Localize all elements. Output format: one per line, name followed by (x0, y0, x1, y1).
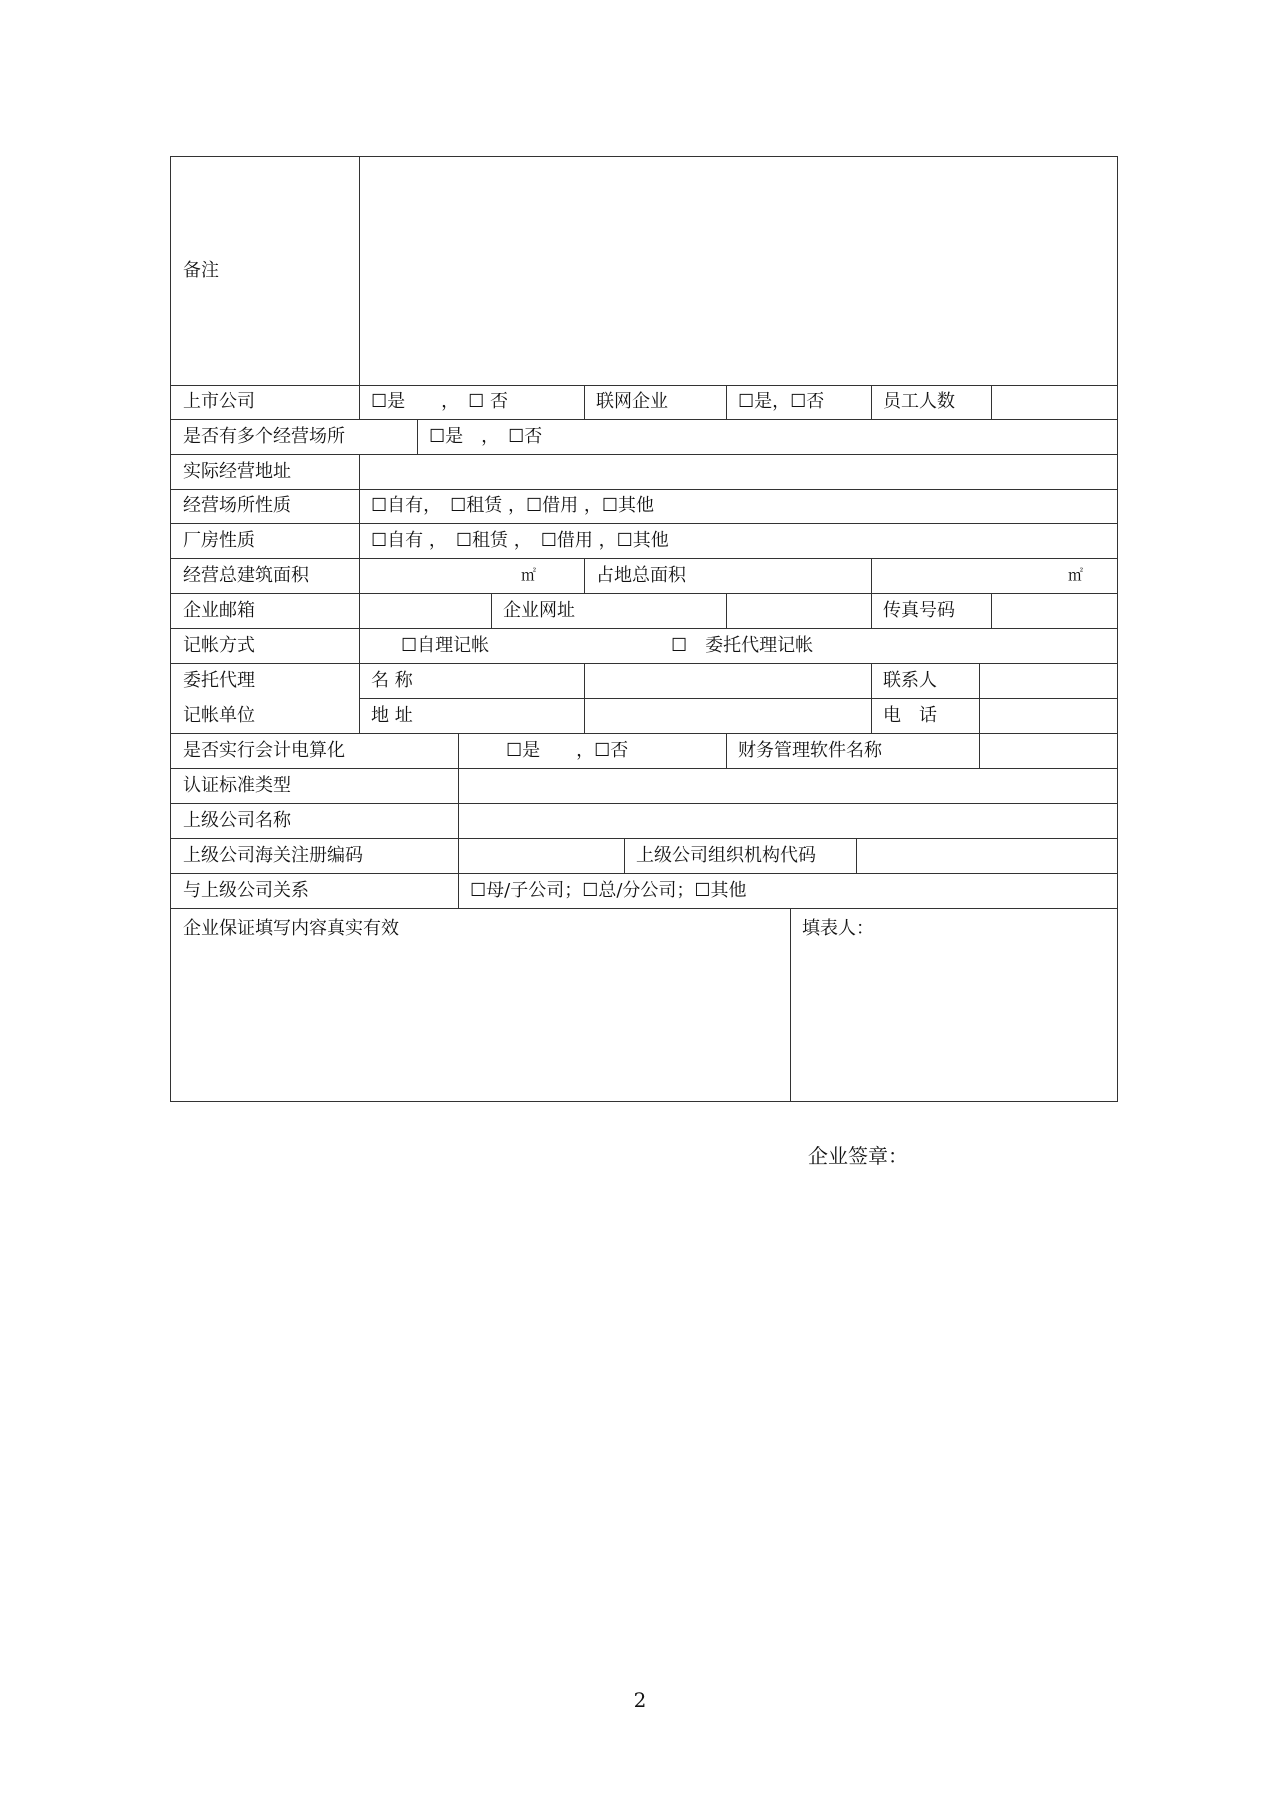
internet-enterprise-options[interactable]: ☐是，☐否 (738, 391, 825, 412)
col-divider (359, 628, 360, 663)
bookkeeping-self-option[interactable]: ☐自理记帐 (401, 634, 490, 656)
parent-relation-label: 与上级公司关系 (183, 879, 309, 901)
land-area-field[interactable] (871, 558, 1117, 593)
land-area-label: 占地总面积 (596, 564, 686, 586)
plant-nature-label: 厂房性质 (183, 529, 255, 551)
fax-field[interactable] (991, 593, 1117, 628)
computerized-accounting-label: 是否实行会计电算化 (183, 739, 345, 761)
filler-label[interactable]: 填表人： (802, 918, 874, 939)
multi-site-label: 是否有多个经营场所 (183, 425, 345, 447)
building-area-label: 经营总建筑面积 (183, 564, 309, 586)
enterprise-info-form (170, 156, 1118, 1102)
computerized-accounting-options[interactable]: ☐是 ，☐否 (506, 739, 629, 761)
remark-label: 备注 (183, 260, 219, 281)
certification-type-field[interactable] (458, 768, 1117, 803)
bookkeeping-agent-option[interactable]: ☐ 委托代理记帐 (671, 634, 814, 656)
parent-customs-code-field[interactable] (458, 838, 624, 873)
building-area-unit: ㎡ (520, 566, 536, 584)
certification-type-label: 认证标准类型 (183, 774, 291, 796)
agent-unit-label-line2: 记帐单位 (183, 704, 255, 726)
email-field[interactable] (359, 593, 491, 628)
finance-software-label: 财务管理软件名称 (738, 739, 882, 761)
parent-customs-code-label: 上级公司海关注册编码 (183, 844, 363, 866)
fax-label: 传真号码 (883, 599, 955, 621)
page-number: 2 (633, 1688, 647, 1712)
agent-name-label: 名 称 (371, 669, 413, 691)
parent-company-name-field[interactable] (458, 803, 1117, 838)
agent-unit-label-line1: 委托代理 (183, 669, 255, 691)
agent-name-field[interactable] (584, 663, 871, 698)
agent-contact-label: 联系人 (883, 669, 937, 691)
actual-address-field[interactable] (359, 454, 1117, 489)
agent-phone-field[interactable] (979, 698, 1117, 733)
site-nature-label: 经营场所性质 (183, 495, 291, 516)
parent-org-code-field[interactable] (856, 838, 1117, 873)
email-label: 企业邮箱 (183, 599, 255, 621)
employee-count-field[interactable] (991, 385, 1117, 419)
parent-org-code-label: 上级公司组织机构代码 (636, 844, 816, 866)
multi-site-options[interactable]: ☐是 ， ☐否 (429, 425, 543, 447)
bookkeeping-label: 记帐方式 (183, 634, 255, 656)
plant-nature-options[interactable]: ☐自有 ， ☐租赁 ， ☐借用 ，☐其他 (371, 529, 669, 551)
remark-field[interactable] (359, 157, 1117, 385)
agent-contact-field[interactable] (979, 663, 1117, 698)
internet-enterprise-label: 联网企业 (596, 391, 668, 412)
listed-company-label: 上市公司 (183, 391, 255, 412)
website-label: 企业网址 (503, 599, 575, 621)
website-field[interactable] (726, 593, 871, 628)
land-area-unit: ㎡ (1067, 566, 1083, 584)
employee-count-label: 员工人数 (883, 391, 955, 412)
finance-software-field[interactable] (979, 733, 1117, 768)
enterprise-seal-label: 企业签章： (808, 1144, 908, 1168)
agent-phone-label: 电 话 (883, 704, 937, 726)
actual-address-label: 实际经营地址 (183, 460, 291, 482)
site-nature-options[interactable]: ☐自有， ☐租赁 ，☐借用 ，☐其他 (371, 495, 654, 516)
agent-address-field[interactable] (584, 698, 871, 733)
building-area-field[interactable] (359, 558, 584, 593)
parent-relation-options[interactable]: ☐母/子公司；☐总/分公司；☐其他 (470, 879, 747, 901)
guarantee-statement: 企业保证填写内容真实有效 (183, 918, 399, 939)
agent-address-label: 地 址 (371, 704, 413, 726)
listed-company-options[interactable]: ☐是 ， ☐ 否 (371, 391, 508, 412)
parent-company-name-label: 上级公司名称 (183, 809, 291, 831)
